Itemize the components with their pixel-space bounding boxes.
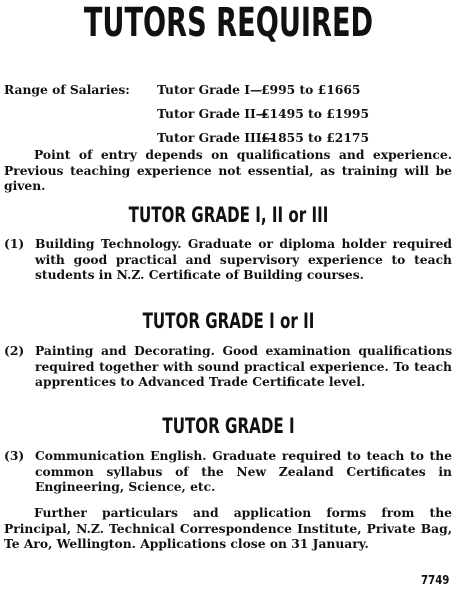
- section-item: [4, 448, 452, 495]
- grade-name: Tutor Grade II—: [157, 106, 269, 121]
- grade-range: £1855 to £2175: [261, 130, 370, 145]
- salary-row: [4, 102, 454, 126]
- reference-number: 7749: [420, 573, 449, 587]
- closing-text: Further particulars and application forms from the Principal, N.Z. Technical Correspondence Institute, Private Bag, Te Aro, Wellington. Applications close on 31 January.: [4, 505, 452, 551]
- item-text: Painting and Decorating. Good examination qualifications required together with sound practical experience. To teach apprentices to Advanced Trade Certificate level.: [35, 343, 452, 389]
- grade-range: £995 to £1665: [261, 82, 361, 97]
- grade-name: Tutor Grade III—: [157, 130, 274, 145]
- item-text: Communication English. Graduate required to teach to the common syllabus of the New Zealand Certificates in Engineering, Science, etc.: [35, 448, 452, 494]
- section-item: [4, 236, 452, 283]
- section-heading: TUTOR GRADE I or II: [142, 309, 315, 333]
- section-item: [4, 343, 452, 390]
- section-heading: TUTOR GRADE I: [162, 414, 295, 438]
- entry-note: Point of entry depends on qualifications and experience. Previous teaching experience not essential, as training will be given.: [4, 147, 452, 193]
- salary-label: Range of Salaries:: [4, 82, 130, 97]
- item-text: Building Technology. Graduate or diploma holder required with good practical and supervisory experience to teach students in N.Z. Certificate of Building courses.: [35, 236, 452, 282]
- item-number: (3): [4, 448, 25, 463]
- item-number: (2): [4, 343, 25, 358]
- section-heading: TUTOR GRADE I, II or III: [128, 203, 329, 227]
- grade-name: Tutor Grade I—: [157, 82, 263, 97]
- salary-row: [4, 78, 454, 102]
- headline: TUTORS REQUIRED: [83, 0, 374, 46]
- grade-range: £1495 to £1995: [261, 106, 370, 121]
- item-number: (1): [4, 236, 25, 251]
- salary-table: [4, 78, 454, 150]
